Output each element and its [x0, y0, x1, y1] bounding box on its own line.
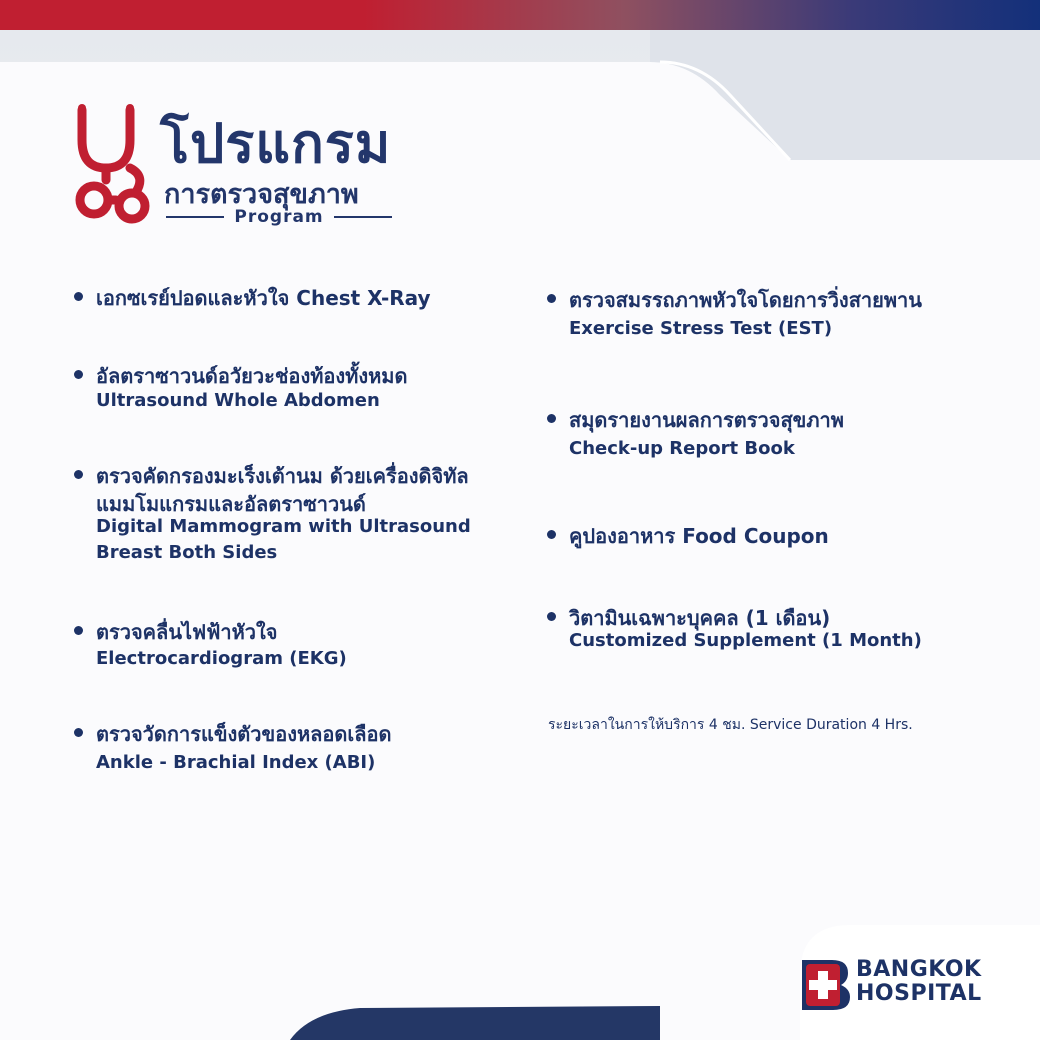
item-title-thai: ตรวจสมรรถภาพหัวใจโดยการวิ่งสายพาน — [569, 288, 922, 312]
top-gradient-bar — [0, 0, 1040, 30]
item-title-english: Check-up Report Book — [569, 438, 795, 459]
subtitle-english: Program — [234, 207, 324, 227]
logo-wordmark — [856, 958, 982, 1006]
bullet-icon — [74, 292, 83, 301]
bullet-icon — [74, 728, 83, 737]
right-column — [547, 282, 1017, 682]
item-title-thai: วิตามินเฉพาะบุคคล (1 เดือน) — [569, 606, 831, 630]
page-title: โปรแกรม — [160, 112, 392, 175]
hospital-cross-icon — [802, 960, 850, 1010]
item-title-thai-line2: แมมโมแกรมและอัลตราซาวนด์ — [96, 492, 366, 516]
bullet-icon — [547, 294, 556, 303]
bullet-icon — [547, 414, 556, 423]
item-title-thai: ตรวจคลื่นไฟฟ้าหัวใจ — [96, 620, 278, 644]
item-title-thai: คูปองอาหาร Food Coupon — [569, 524, 829, 548]
page-subtitle: การตรวจสุขภาพ — [164, 179, 359, 210]
item-title-english: Ultrasound Whole Abdomen — [96, 390, 380, 411]
logo-line-2: HOSPITAL — [856, 981, 982, 1006]
item-title-english: Customized Supplement (1 Month) — [569, 630, 922, 651]
item-title-thai: ตรวจวัดการแข็งตัวของหลอดเลือด — [96, 722, 392, 746]
item-title-english: Ankle - Brachial Index (ABI) — [96, 752, 376, 773]
logo-line-1: BANGKOK — [856, 957, 982, 982]
stethoscope-icon — [72, 96, 162, 226]
item-title-thai: สมุดรายงานผลการตรวจสุขภาพ — [569, 408, 844, 432]
item-title-english: Electrocardiogram (EKG) — [96, 648, 347, 669]
bullet-icon — [74, 370, 83, 379]
item-title-english: Digital Mammogram with Ultrasound — [96, 516, 471, 537]
item-title-english-line2: Breast Both Sides — [96, 542, 278, 563]
bullet-icon — [74, 626, 83, 635]
item-title-thai: อัลตราซาวนด์อวัยวะช่องท้องทั้งหมด — [96, 364, 408, 388]
item-title-english: Exercise Stress Test (EST) — [569, 318, 833, 339]
item-title-thai: เอกซเรย์ปอดและหัวใจ Chest X-Ray — [96, 286, 431, 310]
bullet-icon — [547, 530, 556, 539]
program-title-block — [72, 96, 412, 236]
divider — [334, 216, 392, 218]
bangkok-hospital-logo — [802, 958, 1012, 1014]
left-column — [74, 280, 524, 800]
service-duration: ระยะเวลาในการให้บริการ 4 ชม. Service Duration 4 Hrs. — [548, 717, 913, 733]
bullet-icon — [74, 470, 83, 479]
subtitle-english-row — [166, 206, 392, 228]
bullet-icon — [547, 612, 556, 621]
divider — [166, 216, 224, 218]
item-title-thai: ตรวจคัดกรองมะเร็งเต้านม ด้วยเครื่องดิจิทัล — [96, 464, 469, 488]
